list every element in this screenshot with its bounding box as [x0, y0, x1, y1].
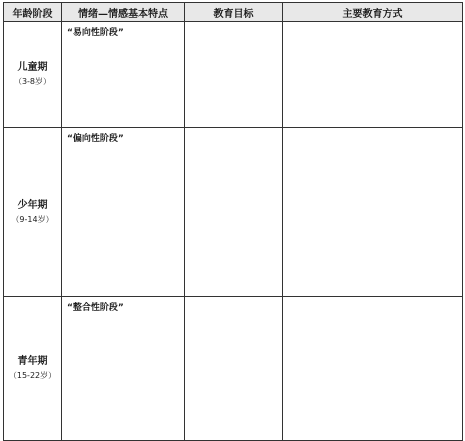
feature-heading: “偏向性阶段”	[67, 134, 124, 144]
feature-cell	[62, 297, 185, 441]
method-cell	[283, 22, 463, 128]
education-stage-table	[3, 2, 463, 441]
feature-cell	[62, 128, 185, 297]
stage-age: （9-14岁）	[11, 214, 54, 224]
table-row-youth	[4, 297, 463, 441]
table-row-childhood	[4, 22, 463, 128]
stage-name: 儿童期	[17, 62, 48, 74]
goal-cell	[185, 128, 283, 297]
goal-cell	[185, 22, 283, 128]
header-age-stage: 年龄阶段	[4, 3, 62, 22]
method-cell	[283, 128, 463, 297]
stage-cell	[4, 22, 62, 128]
table-header-row	[4, 3, 463, 22]
stage-cell	[4, 128, 62, 297]
header-education-methods: 主要教育方式	[283, 3, 463, 22]
header-emotion-features: 情绪—情感基本特点	[62, 3, 185, 22]
header-education-goals: 教育目标	[185, 3, 283, 22]
feature-cell	[62, 22, 185, 128]
stage-age: （3-8岁）	[13, 77, 52, 87]
stage-name: 少年期	[17, 199, 48, 211]
stage-name: 青年期	[17, 356, 48, 368]
feature-heading: “整合性阶段”	[67, 303, 124, 313]
feature-heading: “易向性阶段”	[67, 28, 124, 38]
method-cell	[283, 297, 463, 441]
stage-cell	[4, 297, 62, 441]
stage-age: （15-22岁）	[8, 371, 57, 381]
goal-cell	[185, 297, 283, 441]
table-row-adolescence	[4, 128, 463, 297]
